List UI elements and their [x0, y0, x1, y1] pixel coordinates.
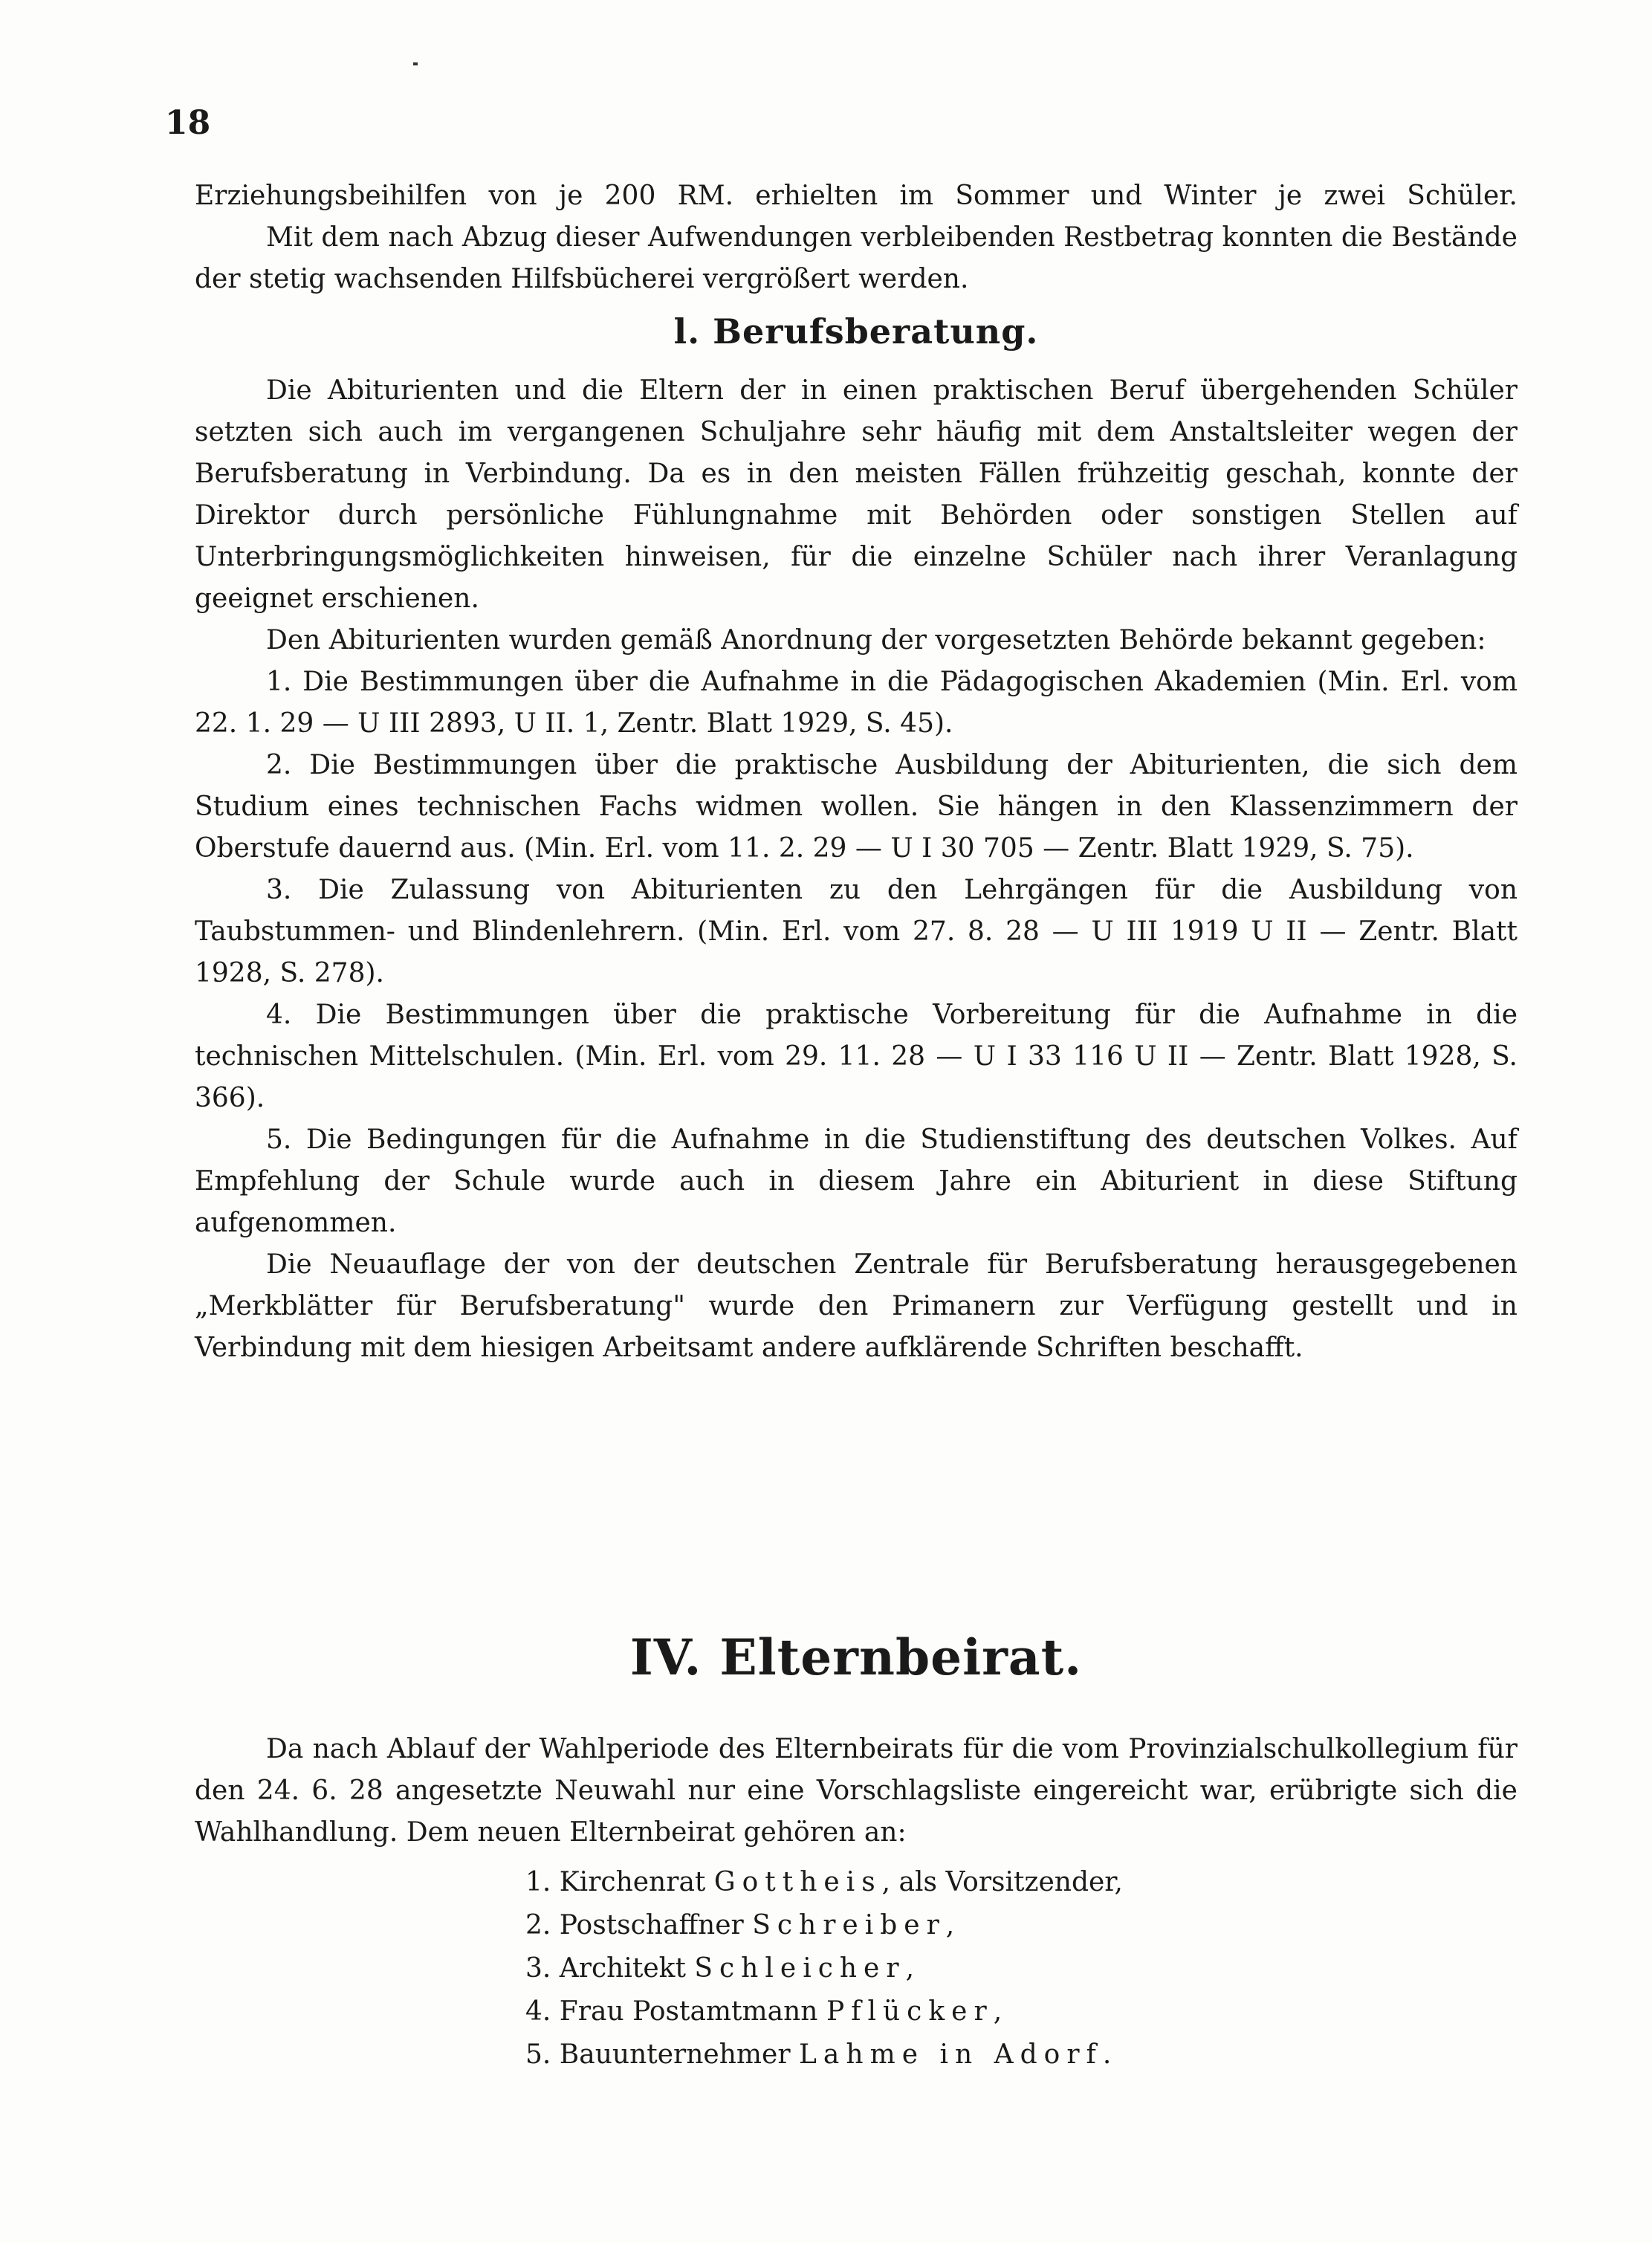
- paragraph-scholarships: Erziehungsbeihilfen von je 200 RM. erhielten im Sommer und Winter je zwei Schüler.: [195, 181, 1517, 211]
- member-list: [525, 1861, 1517, 2077]
- section-heading-elternbeirat: IV. Elternbeirat.: [629, 1628, 1083, 1686]
- paragraph-elternbeirat: Da nach Ablauf der Wahlperiode des Elternbeirats für die vom Provinzialschulkollegium für den 24. 6. 28 angesetzte Neuwahl nur eine Vorschlagsliste eingereicht war, erübrigte sich die Wahlhandlung. Dem neuen Elternbeirat gehören an:: [195, 1734, 1517, 1848]
- list-item-teacher-courses: 3. Die Zulassung von Abiturienten zu den Lehrgängen für die Ausbildung von Taubstummen- und Blindenlehrern. (Min. Erl. vom 27. 8. 28 — U III 1919 U II — Zentr. Blatt 1928, S. 278).: [195, 875, 1517, 988]
- list-item: 1. Kirchenrat Gottheis, als Vorsitzender,: [525, 1867, 1123, 1897]
- list-item: 2. Postschaffner Schreiber,: [525, 1910, 955, 1941]
- list-item-academies: 1. Die Bestimmungen über die Aufnahme in die Pädagogischen Akademien (Min. Erl. vom 22. 1. 29 — U III 2893, U II. 1, Zentr. Blatt 1929, S. 45).: [195, 667, 1517, 739]
- paragraph-announcement: Den Abiturienten wurden gemäß Anordnung der vorgesetzten Behörde bekannt gegeben:: [266, 625, 1486, 656]
- list-item: 5. Bauunternehmer Lahme in Adorf.: [525, 2039, 1112, 2070]
- list-item-studienstiftung: 5. Die Bedingungen für die Aufnahme in die Studienstiftung des deutschen Volkes. Auf Empfehlung der Schule wurde auch in diesem Jahre ein Abiturient in diese Stiftung aufgenommen.: [195, 1124, 1517, 1238]
- list-item-technical-training: 2. Die Bestimmungen über die praktische Ausbildung der Abiturienten, die sich dem Studium eines technischen Fachs widmen wollen. Sie hängen in den Klassenzimmern der Oberstufe dauernd aus. (Min. Erl. vom 11. 2. 29 — U I 30 705 — Zentr. Blatt 1929, S. 75).: [195, 750, 1517, 864]
- paragraph-merkblaetter: Die Neuauflage der von der deutschen Zentrale für Berufsberatung herausgegebenen „Merkblätter für Berufsberatung" wurde den Primanern zur Verfügung gestellt und in Verbindung mit dem hiesigen Arbeitsamt andere aufklärende Schriften beschafft.: [195, 1249, 1517, 1363]
- paragraph-library: Mit dem nach Abzug dieser Aufwendungen verbleibenden Restbetrag konnten die Bestände der stetig wachsenden Hilfsbücherei vergrößert werden.: [195, 222, 1517, 294]
- ink-speck: [413, 62, 418, 65]
- list-item: 4. Frau Postamtmann Pflücker,: [525, 1996, 1002, 2027]
- page-number: 18: [165, 104, 211, 142]
- list-item: 3. Architekt Schleicher,: [525, 1953, 915, 1984]
- paragraph-berufsberatung: Die Abiturienten und die Eltern der in einen praktischen Beruf übergehenden Schüler setzten sich auch im vergangenen Schuljahre sehr häufig mit dem Anstaltsleiter wegen der Berufsberatung in Verbindung. Da es in den meisten Fällen frühzeitig geschah, konnte der Direktor durch persönliche Fühlungnahme mit Behörden oder sonstigen Stellen auf Unterbringungsmöglichkeiten hinweisen, für die einzelne Schüler nach ihrer Veranlagung geeignet erschienen.: [195, 375, 1517, 614]
- section-heading-berufsberatung: l. Berufsberatung.: [673, 311, 1039, 352]
- list-item-technical-schools: 4. Die Bestimmungen über die praktische Vorbereitung für die Aufnahme in die technischen Mittelschulen. (Min. Erl. vom 29. 11. 28 — U I 33 116 U II — Zentr. Blatt 1928, S. 366).: [195, 1000, 1517, 1113]
- page-content: [195, 175, 1517, 2077]
